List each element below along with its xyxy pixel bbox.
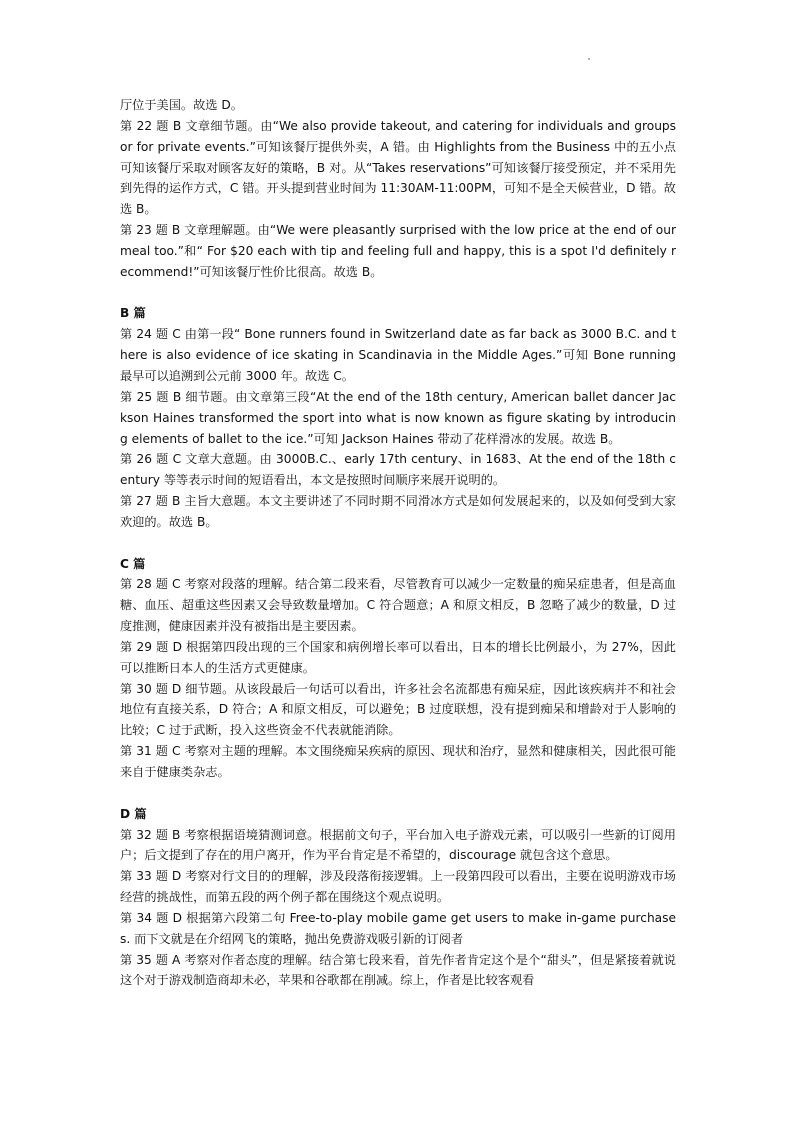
spacer [120, 533, 676, 554]
paragraph: 第 25 题 B 细节题。由文章第三段“At the end of the 18th century, American ballet dancer Jackson Haines transformed the sport into what is now known as figure skating by introducing elements of ballet to the ice.”可知 Jackson Haines 带动了花样滑冰的发展。故选 B。 [120, 389, 676, 446]
paragraph: 第 22 题 B 文章细节题。由“We also provide takeout, and catering for individuals and groups or for private events.”可知该餐厅提供外卖，A 错。由 Highlights from the Business 中的五小点可知该餐厅采取对顾客友好的策略，B 对。从“Takes reservations”可知该餐厅接受预定，并不采用先到先得的运作方式，C 错。开头提到营业时间为 11:30AM-11:00PM，可知不是全天候营业，D 错。故选 B。 [120, 118, 676, 217]
paragraph: 第 27 题 B 主旨大意题。本文主要讲述了不同时期不同滑冰方式是如何发展起来的，以及如何受到大家欢迎的。故选 B。 [120, 494, 676, 529]
section-heading-d: D 篇 [120, 806, 147, 821]
paragraph: 第 34 题 D 根据第六段第二句 Free-to-play mobile game get users to make in-game purchases. 而下文就是在介绍网飞的策略，抛出免费游戏吸引新的订阅者 [120, 910, 676, 946]
paragraph: 第 26 题 C 文章大意题。由 3000B.C.、early 17th century、in 1683、At the end of the 18th century 等等表示时间的短语看出，本文是按照时间顺序来展开说明的。 [120, 452, 676, 488]
paragraph: 厅位于美国。故选 D。 [120, 98, 243, 112]
section-heading-b: B 篇 [120, 306, 146, 321]
paragraph: 第 28 题 C 考察对段落的理解。结合第二段来看，尽管教育可以减少一定数量的痴呆症患者，但是高血糖、血压、超重这些因素又会导致数量增加。C 符合题意；A 和原文相反，B 忽略了减少的数量，D 过度推测，健康因素并没有被指出是主要因素。 [120, 577, 676, 634]
paragraph: 第 23 题 B 文章理解题。由“We were pleasantly surprised with the low price at the end of our meal too.”和“ For $20 each with tip and feeling full and happy, this is a spot I'd definitely recommend!”可知该餐厅性价比很高。故选 B。 [120, 223, 676, 279]
paragraph: 第 35 题 A 考察对作者态度的理解。结合第七段来看，首先作者肯定这个是个“甜头”，但是紧接着就说这个对于游戏制造商却未必，苹果和谷歌都在削减。综上，作者是比较客观看 [120, 952, 676, 988]
paragraph: 第 30 题 D 细节题。从该段最后一句话可以看出，许多社会名流都患有痴呆症，因此该疾病并不和社会地位有直接关系，D 符合；A 和原文相反，可以避免；B 过度联想，没有提到痴呆和增龄对于人影响的比较；C 过于武断，投入这些资金不代表就能消除。 [120, 681, 676, 738]
paragraph: 第 33 题 D 考察对行文目的的理解，涉及段落衔接逻辑。上一段第四段可以看出，主要在说明游戏市场经营的挑战性，而第五段的两个例子都在围绕这个观点说明。 [120, 869, 676, 905]
paragraph: 第 32 题 B 考察根据语境猜测词意。根据前文句子，平台加入电子游戏元素，可以吸引一些新的订阅用户；后文提到了存在的用户离开，作为平台肯定是不希望的，discourage 就包含这个意思。 [120, 827, 676, 863]
answer-explanations-document [120, 95, 676, 991]
paragraph: 第 31 题 C 考察对主题的理解。本文围绕痴呆疾病的原因、现状和治疗，显然和健康相关，因此很可能来自于健康类杂志。 [120, 744, 676, 779]
paragraph: 第 24 题 C 由第一段“ Bone runners found in Switzerland date as far back as 3000 B.C. and there is also evidence of ice skating in Scandinavia in the Middle Ages.”可知 Bone running 最早可以追溯到公元前 3000 年。故选 C。 [120, 327, 676, 383]
section-heading-c: C 篇 [120, 556, 146, 571]
spacer [120, 783, 676, 804]
spacer [120, 283, 676, 304]
header-mark [588, 58, 590, 60]
paragraph: 第 29 题 D 根据第四段出现的三个国家和病例增长率可以看出，日本的增长比例最小，为 27%，因此可以推断日本人的生活方式更健康。 [120, 639, 676, 675]
